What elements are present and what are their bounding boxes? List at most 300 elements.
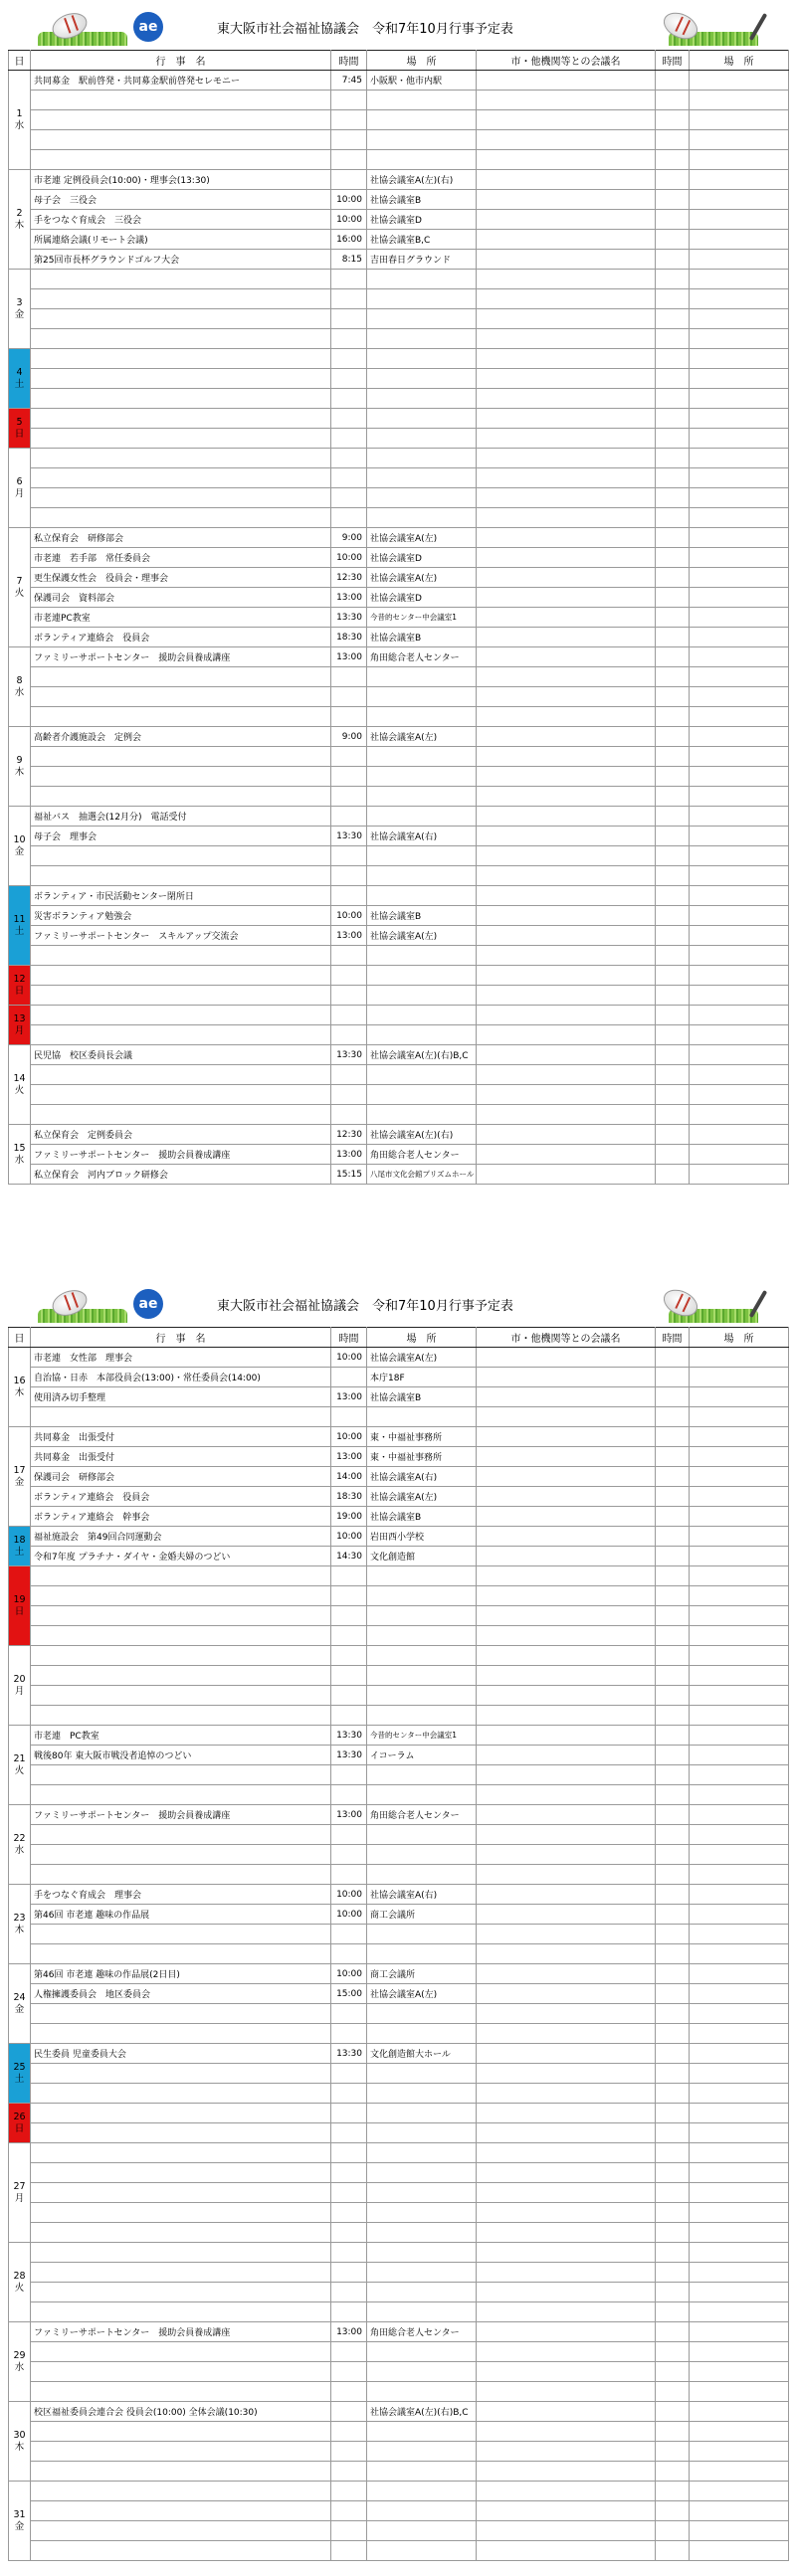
external-meeting-time: [656, 2243, 690, 2263]
event-time: [331, 2382, 367, 2402]
external-meeting-place: [690, 548, 789, 568]
event-time: [331, 946, 367, 966]
external-meeting-name: [477, 1547, 656, 1566]
external-meeting-name: [477, 2302, 656, 2322]
table-row: [9, 2223, 789, 2243]
event-name: [31, 2183, 331, 2203]
event-place: [367, 966, 477, 986]
day-cell: [9, 727, 31, 807]
day-cell: [9, 966, 31, 1006]
weekday-label: 日: [14, 428, 25, 440]
event-place: [367, 1025, 477, 1045]
table-row: [9, 289, 789, 309]
external-meeting-name: [477, 886, 656, 906]
external-meeting-name: [477, 250, 656, 270]
event-place: [367, 667, 477, 687]
event-name: [31, 1586, 331, 1606]
external-meeting-time: [656, 2302, 690, 2322]
table-row: [9, 528, 789, 548]
external-meeting-place: [690, 966, 789, 986]
event-name: 戦後80年 東大阪市戦没者追悼のつどい: [31, 1746, 331, 1765]
external-meeting-place: [690, 608, 789, 628]
external-meeting-time: [656, 1527, 690, 1547]
external-meeting-time: [656, 2024, 690, 2044]
external-meeting-place: [690, 1825, 789, 1845]
event-place: 社協会議室A(右): [367, 1467, 477, 1487]
event-place: [367, 2541, 477, 2561]
external-meeting-time: [656, 2084, 690, 2104]
external-meeting-name: [477, 1348, 656, 1368]
event-place: [367, 2183, 477, 2203]
external-meeting-time: [656, 349, 690, 369]
external-meeting-time: [656, 2004, 690, 2024]
external-meeting-place: [690, 2143, 789, 2163]
external-meeting-time: [656, 2183, 690, 2203]
day-number: 31: [13, 2508, 26, 2520]
external-meeting-time: [656, 2482, 690, 2501]
event-time: [331, 2362, 367, 2382]
event-place: 角田総合老人センター: [367, 647, 477, 667]
event-place: [367, 2422, 477, 2442]
event-name: ファミリーサポートセンター 援助会員養成講座: [31, 1805, 331, 1825]
table-row: [9, 1726, 789, 1746]
external-meeting-name: [477, 926, 656, 946]
event-time: [331, 2223, 367, 2243]
weekday-label: 水: [14, 1844, 25, 1856]
external-meeting-name: [477, 2064, 656, 2084]
external-meeting-time: [656, 886, 690, 906]
event-place: 社協会議室B: [367, 1387, 477, 1407]
event-time: [331, 2123, 367, 2143]
event-place: [367, 1105, 477, 1125]
weekday-label: 木: [14, 219, 25, 231]
external-meeting-place: [690, 468, 789, 488]
weekday-label: 火: [14, 1764, 25, 1776]
event-name: 使用済み切手整理: [31, 1387, 331, 1407]
external-meeting-name: [477, 528, 656, 548]
field-stick-icon: [749, 1290, 767, 1318]
table-row: [9, 667, 789, 687]
event-place: 社協会議室D: [367, 210, 477, 230]
external-meeting-place: [690, 449, 789, 468]
event-time: [331, 2501, 367, 2521]
event-name: [31, 2283, 331, 2302]
external-meeting-name: [477, 1125, 656, 1145]
external-meeting-time: [656, 1984, 690, 2004]
event-time: [331, 1025, 367, 1045]
table-row: [9, 250, 789, 270]
external-meeting-place: [690, 886, 789, 906]
event-time: 10:00: [331, 1527, 367, 1547]
external-meeting-name: [477, 1527, 656, 1547]
external-meeting-time: [656, 1586, 690, 1606]
event-name: 母子会 三役会: [31, 190, 331, 210]
day-number: 2: [16, 207, 23, 219]
column-header-time: 時間: [331, 1328, 367, 1348]
event-time: [331, 2143, 367, 2163]
day-number: 26: [13, 2111, 26, 2122]
external-meeting-place: [690, 2362, 789, 2382]
day-cell: [9, 1348, 31, 1427]
external-meeting-name: [477, 548, 656, 568]
column-header-external: 市・他機関等との会議名: [477, 51, 656, 71]
external-meeting-place: [690, 130, 789, 150]
table-row: [9, 846, 789, 866]
event-name: 保護司会 研修部会: [31, 1467, 331, 1487]
weekday-label: 土: [14, 925, 25, 937]
table-row: [9, 1706, 789, 1726]
table-row: [9, 807, 789, 827]
table-row: [9, 1666, 789, 1686]
external-meeting-name: [477, 329, 656, 349]
table-row: [9, 329, 789, 349]
external-meeting-time: [656, 548, 690, 568]
weekday-label: 月: [14, 487, 25, 499]
grass-decoration-left-icon: [38, 1309, 127, 1323]
event-name: [31, 91, 331, 110]
event-time: 7:45: [331, 71, 367, 91]
table-row: [9, 548, 789, 568]
external-meeting-time: [656, 906, 690, 926]
event-name: [31, 150, 331, 170]
event-place: [367, 150, 477, 170]
event-name: 自治協・日赤 本部役員会(13:00)・常任委員会(14:00): [31, 1368, 331, 1387]
event-place: 社協会議室A(左)(右)B,C: [367, 1045, 477, 1065]
event-name: 災害ボランティア勉強会: [31, 906, 331, 926]
event-place: [367, 2084, 477, 2104]
event-time: [331, 1586, 367, 1606]
event-place: 今昔的センター中会議室1: [367, 1726, 477, 1746]
external-meeting-place: [690, 1085, 789, 1105]
table-row: [9, 2044, 789, 2064]
event-name: [31, 2223, 331, 2243]
table-row: [9, 2004, 789, 2024]
event-name: 手をつなぐ育成会 理事会: [31, 1885, 331, 1905]
table-row: [9, 767, 789, 787]
external-meeting-name: [477, 1487, 656, 1507]
external-meeting-place: [690, 1566, 789, 1586]
external-meeting-time: [656, 588, 690, 608]
event-place: [367, 2004, 477, 2024]
event-place: [367, 349, 477, 369]
event-time: [331, 2402, 367, 2422]
event-name: 所属連絡会議(リモート会議): [31, 230, 331, 250]
external-meeting-time: [656, 1105, 690, 1125]
external-meeting-place: [690, 1145, 789, 1165]
external-meeting-name: [477, 488, 656, 508]
external-meeting-name: [477, 647, 656, 667]
event-time: 10:00: [331, 210, 367, 230]
event-name: [31, 130, 331, 150]
day-number: 23: [13, 1912, 26, 1924]
external-meeting-name: [477, 986, 656, 1006]
event-name: [31, 1105, 331, 1125]
external-meeting-time: [656, 289, 690, 309]
event-time: [331, 289, 367, 309]
external-meeting-time: [656, 2283, 690, 2302]
external-meeting-name: [477, 2283, 656, 2302]
external-meeting-time: [656, 1547, 690, 1566]
external-meeting-name: [477, 1785, 656, 1805]
external-meeting-time: [656, 488, 690, 508]
event-name: [31, 1566, 331, 1586]
day-cell: [9, 1006, 31, 1045]
event-time: [331, 1785, 367, 1805]
event-name: 市老連 PC教室: [31, 1726, 331, 1746]
external-meeting-place: [690, 628, 789, 647]
external-meeting-place: [690, 2541, 789, 2561]
event-time: 12:30: [331, 568, 367, 588]
day-number: 24: [13, 1991, 26, 2003]
table-row: [9, 2541, 789, 2561]
external-meeting-time: [656, 2541, 690, 2561]
table-row: [9, 2263, 789, 2283]
external-meeting-name: [477, 1885, 656, 1905]
day-number: 14: [13, 1072, 26, 1084]
event-place: [367, 2263, 477, 2283]
event-place: [367, 1925, 477, 1944]
day-cell: [9, 2402, 31, 2482]
event-name: [31, 1646, 331, 1666]
event-place: 社協会議室A(左): [367, 926, 477, 946]
event-name: 市老連 定例役員会(10:00)・理事会(13:30): [31, 170, 331, 190]
event-name: [31, 1606, 331, 1626]
event-time: 10:00: [331, 1964, 367, 1984]
event-time: 10:00: [331, 190, 367, 210]
event-time: [331, 488, 367, 508]
external-meeting-name: [477, 2422, 656, 2442]
event-name: 共同募金 出張受付: [31, 1447, 331, 1467]
table-row: [9, 568, 789, 588]
external-meeting-name: [477, 1447, 656, 1467]
day-number: 15: [13, 1142, 26, 1154]
event-name: 私立保育会 河内ブロック研修会: [31, 1165, 331, 1185]
external-meeting-place: [690, 369, 789, 389]
external-meeting-time: [656, 2422, 690, 2442]
external-meeting-time: [656, 926, 690, 946]
external-meeting-time: [656, 1566, 690, 1586]
external-meeting-name: [477, 1646, 656, 1666]
weekday-label: 金: [14, 845, 25, 857]
external-meeting-time: [656, 1006, 690, 1025]
event-place: [367, 2123, 477, 2143]
table-row: [9, 1368, 789, 1387]
table-row: [9, 1025, 789, 1045]
external-meeting-name: [477, 2163, 656, 2183]
external-meeting-place: [690, 1686, 789, 1706]
table-row: [9, 926, 789, 946]
day-cell: [9, 2143, 31, 2243]
table-row: [9, 2064, 789, 2084]
event-time: 10:00: [331, 1885, 367, 1905]
table-row: [9, 1407, 789, 1427]
external-meeting-time: [656, 309, 690, 329]
external-meeting-time: [656, 2442, 690, 2462]
external-meeting-name: [477, 110, 656, 130]
event-place: [367, 886, 477, 906]
external-meeting-place: [690, 866, 789, 886]
day-cell: [9, 1885, 31, 1964]
schedule-page: [8, 6, 788, 1185]
table-row: [9, 1845, 789, 1865]
event-time: [331, 807, 367, 827]
external-meeting-time: [656, 1944, 690, 1964]
external-meeting-name: [477, 1686, 656, 1706]
day-cell: [9, 170, 31, 270]
external-meeting-place: [690, 150, 789, 170]
external-meeting-place: [690, 2004, 789, 2024]
event-place: イコーラム: [367, 1746, 477, 1765]
external-meeting-place: [690, 1527, 789, 1547]
table-row: [9, 1105, 789, 1125]
event-time: [331, 1065, 367, 1085]
event-name: [31, 309, 331, 329]
table-row: [9, 1626, 789, 1646]
external-meeting-time: [656, 449, 690, 468]
day-cell: [9, 1527, 31, 1566]
weekday-label: 土: [14, 1546, 25, 1558]
event-place: [367, 91, 477, 110]
table-row: [9, 1885, 789, 1905]
external-meeting-place: [690, 1905, 789, 1925]
event-place: 社協会議室B,C: [367, 230, 477, 250]
external-meeting-place: [690, 568, 789, 588]
external-meeting-name: [477, 2223, 656, 2243]
external-meeting-place: [690, 1805, 789, 1825]
day-cell: [9, 528, 31, 647]
event-time: [331, 966, 367, 986]
external-meeting-name: [477, 2263, 656, 2283]
external-meeting-time: [656, 1845, 690, 1865]
day-number: 28: [13, 2270, 26, 2282]
schedule-table: [8, 50, 789, 1185]
event-place: [367, 488, 477, 508]
event-place: 東・中福祉事務所: [367, 1447, 477, 1467]
event-name: 市老連 若手部 常任委員会: [31, 548, 331, 568]
event-name: [31, 468, 331, 488]
external-meeting-name: [477, 1387, 656, 1407]
table-row: [9, 628, 789, 647]
event-place: [367, 2104, 477, 2123]
table-row: [9, 588, 789, 608]
event-name: 共同募金 駅前啓発・共同募金駅前啓発セレモニー: [31, 71, 331, 91]
external-meeting-name: [477, 2442, 656, 2462]
day-number: 4: [16, 366, 23, 378]
external-meeting-time: [656, 150, 690, 170]
external-meeting-place: [690, 270, 789, 289]
event-name: [31, 1706, 331, 1726]
external-meeting-time: [656, 1467, 690, 1487]
table-row: [9, 1785, 789, 1805]
external-meeting-time: [656, 1348, 690, 1368]
event-time: 10:00: [331, 548, 367, 568]
day-number: 1: [16, 107, 23, 119]
event-place: 社協会議室D: [367, 548, 477, 568]
external-meeting-place: [690, 647, 789, 667]
event-name: [31, 2521, 331, 2541]
event-time: [331, 986, 367, 1006]
external-meeting-place: [690, 2422, 789, 2442]
event-place: [367, 2302, 477, 2322]
event-time: [331, 1765, 367, 1785]
event-place: [367, 1065, 477, 1085]
event-time: 18:30: [331, 1487, 367, 1507]
external-meeting-name: [477, 727, 656, 747]
external-meeting-time: [656, 2362, 690, 2382]
weekday-label: 水: [14, 1154, 25, 1166]
column-header-time: 時間: [331, 51, 367, 71]
table-row: [9, 687, 789, 707]
event-time: 15:15: [331, 1165, 367, 1185]
event-place: 角田総合老人センター: [367, 2322, 477, 2342]
external-meeting-time: [656, 1125, 690, 1145]
day-cell: [9, 71, 31, 170]
external-meeting-name: [477, 190, 656, 210]
event-time: 13:30: [331, 827, 367, 846]
table-row: [9, 727, 789, 747]
external-meeting-time: [656, 110, 690, 130]
table-row: [9, 71, 789, 91]
external-meeting-time: [656, 528, 690, 548]
event-name: [31, 2482, 331, 2501]
external-meeting-time: [656, 966, 690, 986]
external-meeting-place: [690, 767, 789, 787]
table-row: [9, 369, 789, 389]
event-place: [367, 2223, 477, 2243]
event-time: 13:30: [331, 1045, 367, 1065]
external-meeting-place: [690, 1726, 789, 1746]
event-place: 商工会議所: [367, 1905, 477, 1925]
external-meeting-place: [690, 787, 789, 807]
table-row: [9, 906, 789, 926]
event-place: 社協会議室B: [367, 628, 477, 647]
event-place: [367, 1686, 477, 1706]
external-meeting-place: [690, 1964, 789, 1984]
external-meeting-name: [477, 1905, 656, 1925]
event-place: 社協会議室A(左): [367, 1348, 477, 1368]
event-time: 15:00: [331, 1984, 367, 2004]
event-time: 14:00: [331, 1467, 367, 1487]
weekday-label: 日: [14, 2122, 25, 2134]
event-name: [31, 2442, 331, 2462]
table-row: [9, 827, 789, 846]
event-name: [31, 349, 331, 369]
external-meeting-time: [656, 2342, 690, 2362]
external-meeting-name: [477, 707, 656, 727]
event-name: [31, 2203, 331, 2223]
external-meeting-name: [477, 2004, 656, 2024]
event-name: [31, 1865, 331, 1885]
weekday-label: 木: [14, 1386, 25, 1398]
table-row: [9, 1045, 789, 1065]
external-meeting-name: [477, 568, 656, 588]
event-time: [331, 767, 367, 787]
external-meeting-place: [690, 1348, 789, 1368]
event-name: 福祉施設会 第49回合同運動会: [31, 1527, 331, 1547]
day-cell: [9, 1726, 31, 1805]
event-place: 社協会議室A(左)(右): [367, 1125, 477, 1145]
external-meeting-place: [690, 1984, 789, 2004]
event-time: [331, 687, 367, 707]
external-meeting-name: [477, 2541, 656, 2561]
column-header-event: 行 事 名: [31, 1328, 331, 1348]
event-place: 社協会議室A(左): [367, 1984, 477, 2004]
event-time: [331, 866, 367, 886]
event-name: [31, 2263, 331, 2283]
external-meeting-time: [656, 1085, 690, 1105]
event-time: [331, 2024, 367, 2044]
external-meeting-name: [477, 827, 656, 846]
